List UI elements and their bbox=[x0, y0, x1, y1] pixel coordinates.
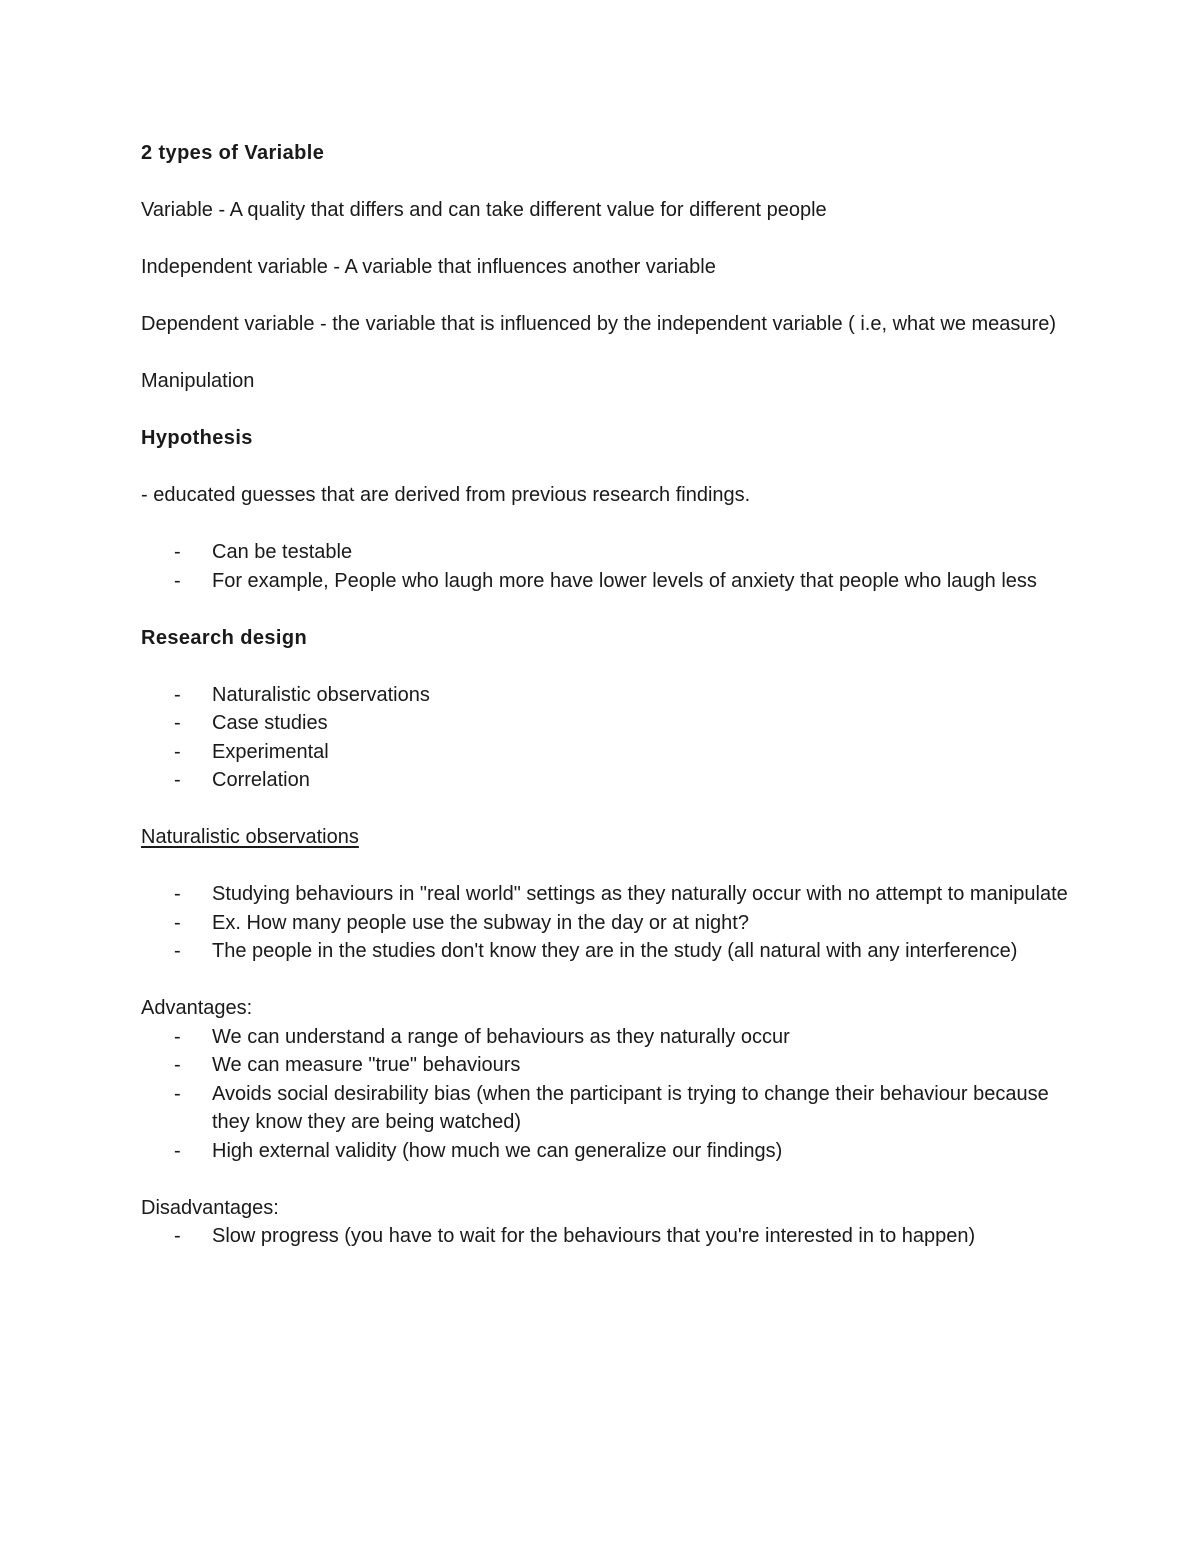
definition-variable: Variable - A quality that differs and can take different value for different people bbox=[141, 199, 827, 221]
list-item: - Ex. How many people use the subway in the day or at night? bbox=[141, 909, 1071, 938]
list-item: - We can measure "true" behaviours bbox=[141, 1051, 1071, 1080]
hypothesis-intro: - educated guesses that are derived from previous research findings. bbox=[141, 484, 751, 506]
heading-hypothesis: Hypothesis bbox=[141, 427, 253, 449]
document-body bbox=[141, 139, 1071, 1251]
list-item: - For example, People who laugh more have lower levels of anxiety that people who laugh less bbox=[141, 567, 1071, 596]
definition-independent-variable: Independent variable - A variable that influences another variable bbox=[141, 256, 716, 278]
list-item: - Case studies bbox=[141, 709, 1071, 738]
hypothesis-list bbox=[141, 538, 1071, 595]
naturalistic-list bbox=[141, 880, 1071, 966]
list-item: - Correlation bbox=[141, 766, 1071, 795]
disadvantages-label: Disadvantages: bbox=[141, 1196, 279, 1219]
manipulation-text: Manipulation bbox=[141, 370, 255, 392]
list-item: - Can be testable bbox=[141, 538, 1071, 567]
heading-research-design: Research design bbox=[141, 626, 308, 649]
subheading-naturalistic-observations: Naturalistic observations bbox=[141, 826, 359, 848]
list-item: - Avoids social desirability bias (when the participant is trying to change their behaviour because they know they are being watched) bbox=[141, 1080, 1071, 1137]
list-item: - Naturalistic observations bbox=[141, 681, 1071, 710]
list-item: - We can understand a range of behaviours as they naturally occur bbox=[141, 1023, 1071, 1052]
list-item: - High external validity (how much we can generalize our findings) bbox=[141, 1137, 1071, 1166]
research-design-list bbox=[141, 681, 1071, 795]
list-item: - Slow progress (you have to wait for the behaviours that you're interested in to happen) bbox=[141, 1222, 1071, 1251]
disadvantages-list bbox=[141, 1222, 1071, 1251]
list-item: - Experimental bbox=[141, 738, 1071, 767]
advantages-label: Advantages: bbox=[141, 997, 253, 1019]
heading-types-of-variable: 2 types of Variable bbox=[141, 142, 325, 164]
definition-dependent-variable: Dependent variable - the variable that is influenced by the independent variable ( i.e, what we measure) bbox=[141, 313, 1056, 335]
list-item: - The people in the studies don't know they are in the study (all natural with any interference) bbox=[141, 937, 1071, 966]
advantages-list bbox=[141, 1023, 1071, 1166]
list-item: - Studying behaviours in "real world" settings as they naturally occur with no attempt to manipulate bbox=[141, 880, 1071, 909]
